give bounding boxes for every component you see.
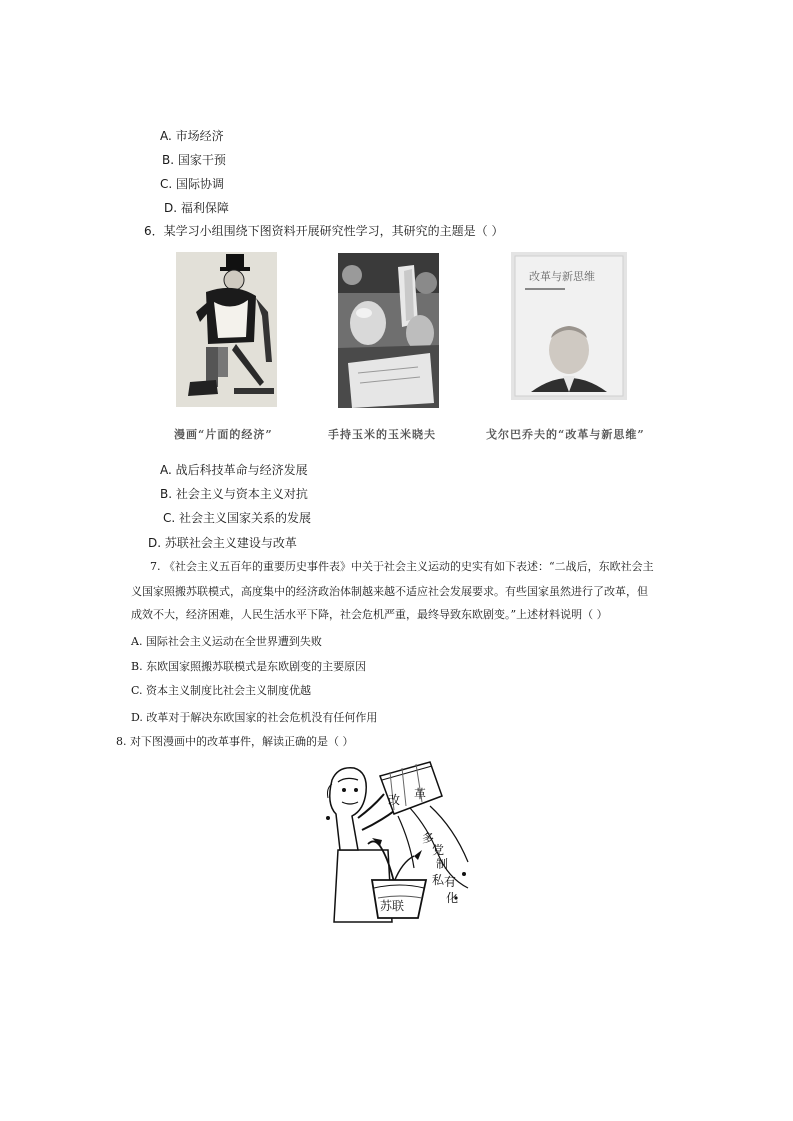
water-label-1: 多 — [422, 831, 435, 845]
q7-option-b: B. 东欧国家照搬苏联模式是东欧剧变的主要原因 — [131, 660, 367, 673]
q6-option-b: B. 社会主义与资本主义对抗 — [160, 487, 308, 501]
reform-cartoon — [318, 758, 478, 924]
q6-option-d: D. 苏联社会主义建设与改革 — [148, 536, 297, 550]
water-label-6: 化 — [446, 891, 459, 905]
q7-option-d: D. 改革对于解决东欧国家的社会危机没有任何作用 — [131, 711, 378, 724]
q7-option-c: C. 资本主义制度比社会主义制度优越 — [131, 684, 312, 697]
q6-stem: 6．某学习小组围绕下图资料开展研究性学习，其研究的主题是（ ） — [144, 224, 504, 238]
bucket-label-2: 革 — [414, 787, 427, 801]
q5-option-d: D. 福利保障 — [164, 201, 229, 215]
q7-stem-line-1: 7. 《社会主义五百年的重要历史事件表》中关于社会主义运动的史实有如下表述：“二战后，东欧社会主 — [150, 560, 654, 573]
caption-gorbachev-reform: 戈尔巴乔夫的“改革与新思维” — [486, 428, 645, 441]
q5-option-a: A. 市场经济 — [160, 129, 224, 143]
water-label-3: 制 — [436, 857, 449, 871]
khrushchev-corn-photo — [338, 253, 439, 408]
q6-option-c: C. 社会主义国家关系的发展 — [163, 511, 312, 525]
q5-option-b: B. 国家干预 — [162, 153, 226, 167]
water-label-4: 私 — [432, 873, 445, 887]
bucket-label-1: 改 — [388, 793, 401, 807]
q6-option-a: A. 战后科技革命与经济发展 — [160, 463, 308, 477]
q8-stem: 8. 对下图漫画中的改革事件，解读正确的是（ ） — [116, 735, 354, 748]
caption-khrushchev-corn: 手持玉米的玉米晓夫 — [328, 428, 436, 441]
q7-option-a: A. 国际社会主义运动在全世界遭到失败 — [131, 635, 322, 648]
q7-stem-line-2: 义国家照搬苏联模式，高度集中的经济政治体制越来越不适应社会发展要求。有些国家虽然进行了改革，但 — [131, 585, 648, 598]
q5-option-c: C. 国际协调 — [160, 177, 225, 191]
book-title: 改革与新思维 — [529, 270, 595, 283]
gorbachev-book-cover-image — [511, 252, 627, 400]
water-label-5: 有 — [444, 875, 457, 889]
water-label-2: 党 — [432, 843, 445, 857]
pot-label: 苏联 — [380, 899, 405, 913]
caption-one-sided-economy: 漫画“片面的经济” — [174, 428, 273, 441]
cartoon-one-sided-economy-image — [176, 252, 277, 407]
q7-stem-line-3: 成效不大，经济困难，人民生活水平下降，社会危机严重，最终导致东欧剧变。”上述材料说明（ ） — [131, 608, 608, 621]
